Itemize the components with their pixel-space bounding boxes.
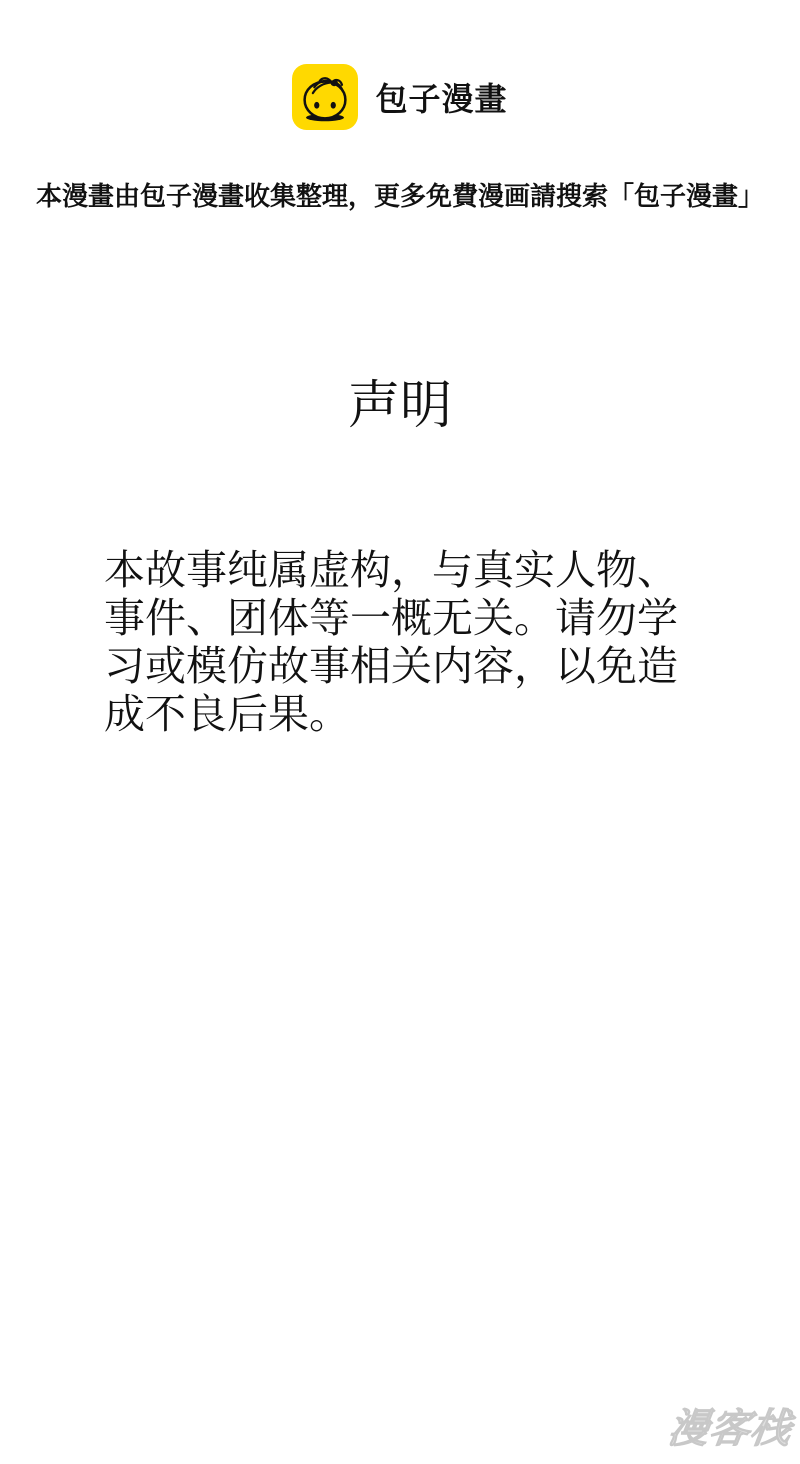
mankezhan-watermark: 漫客栈 — [665, 1407, 795, 1451]
brand-title: 包子漫畫 — [375, 81, 508, 117]
statement-title: 声明 — [347, 377, 452, 435]
collection-notice: 本漫畫由包子漫畫收集整理，更多免費漫画請搜索「包子漫畫」 — [35, 181, 764, 211]
statement-body: 本故事纯属虚构，与真实人物、事件、团体等一概无关。请勿学习或模仿故事相关内容，以免造成不良后果。 — [104, 547, 678, 737]
brand-header — [0, 0, 800, 130]
baozi-bun-logo-icon — [292, 64, 358, 130]
